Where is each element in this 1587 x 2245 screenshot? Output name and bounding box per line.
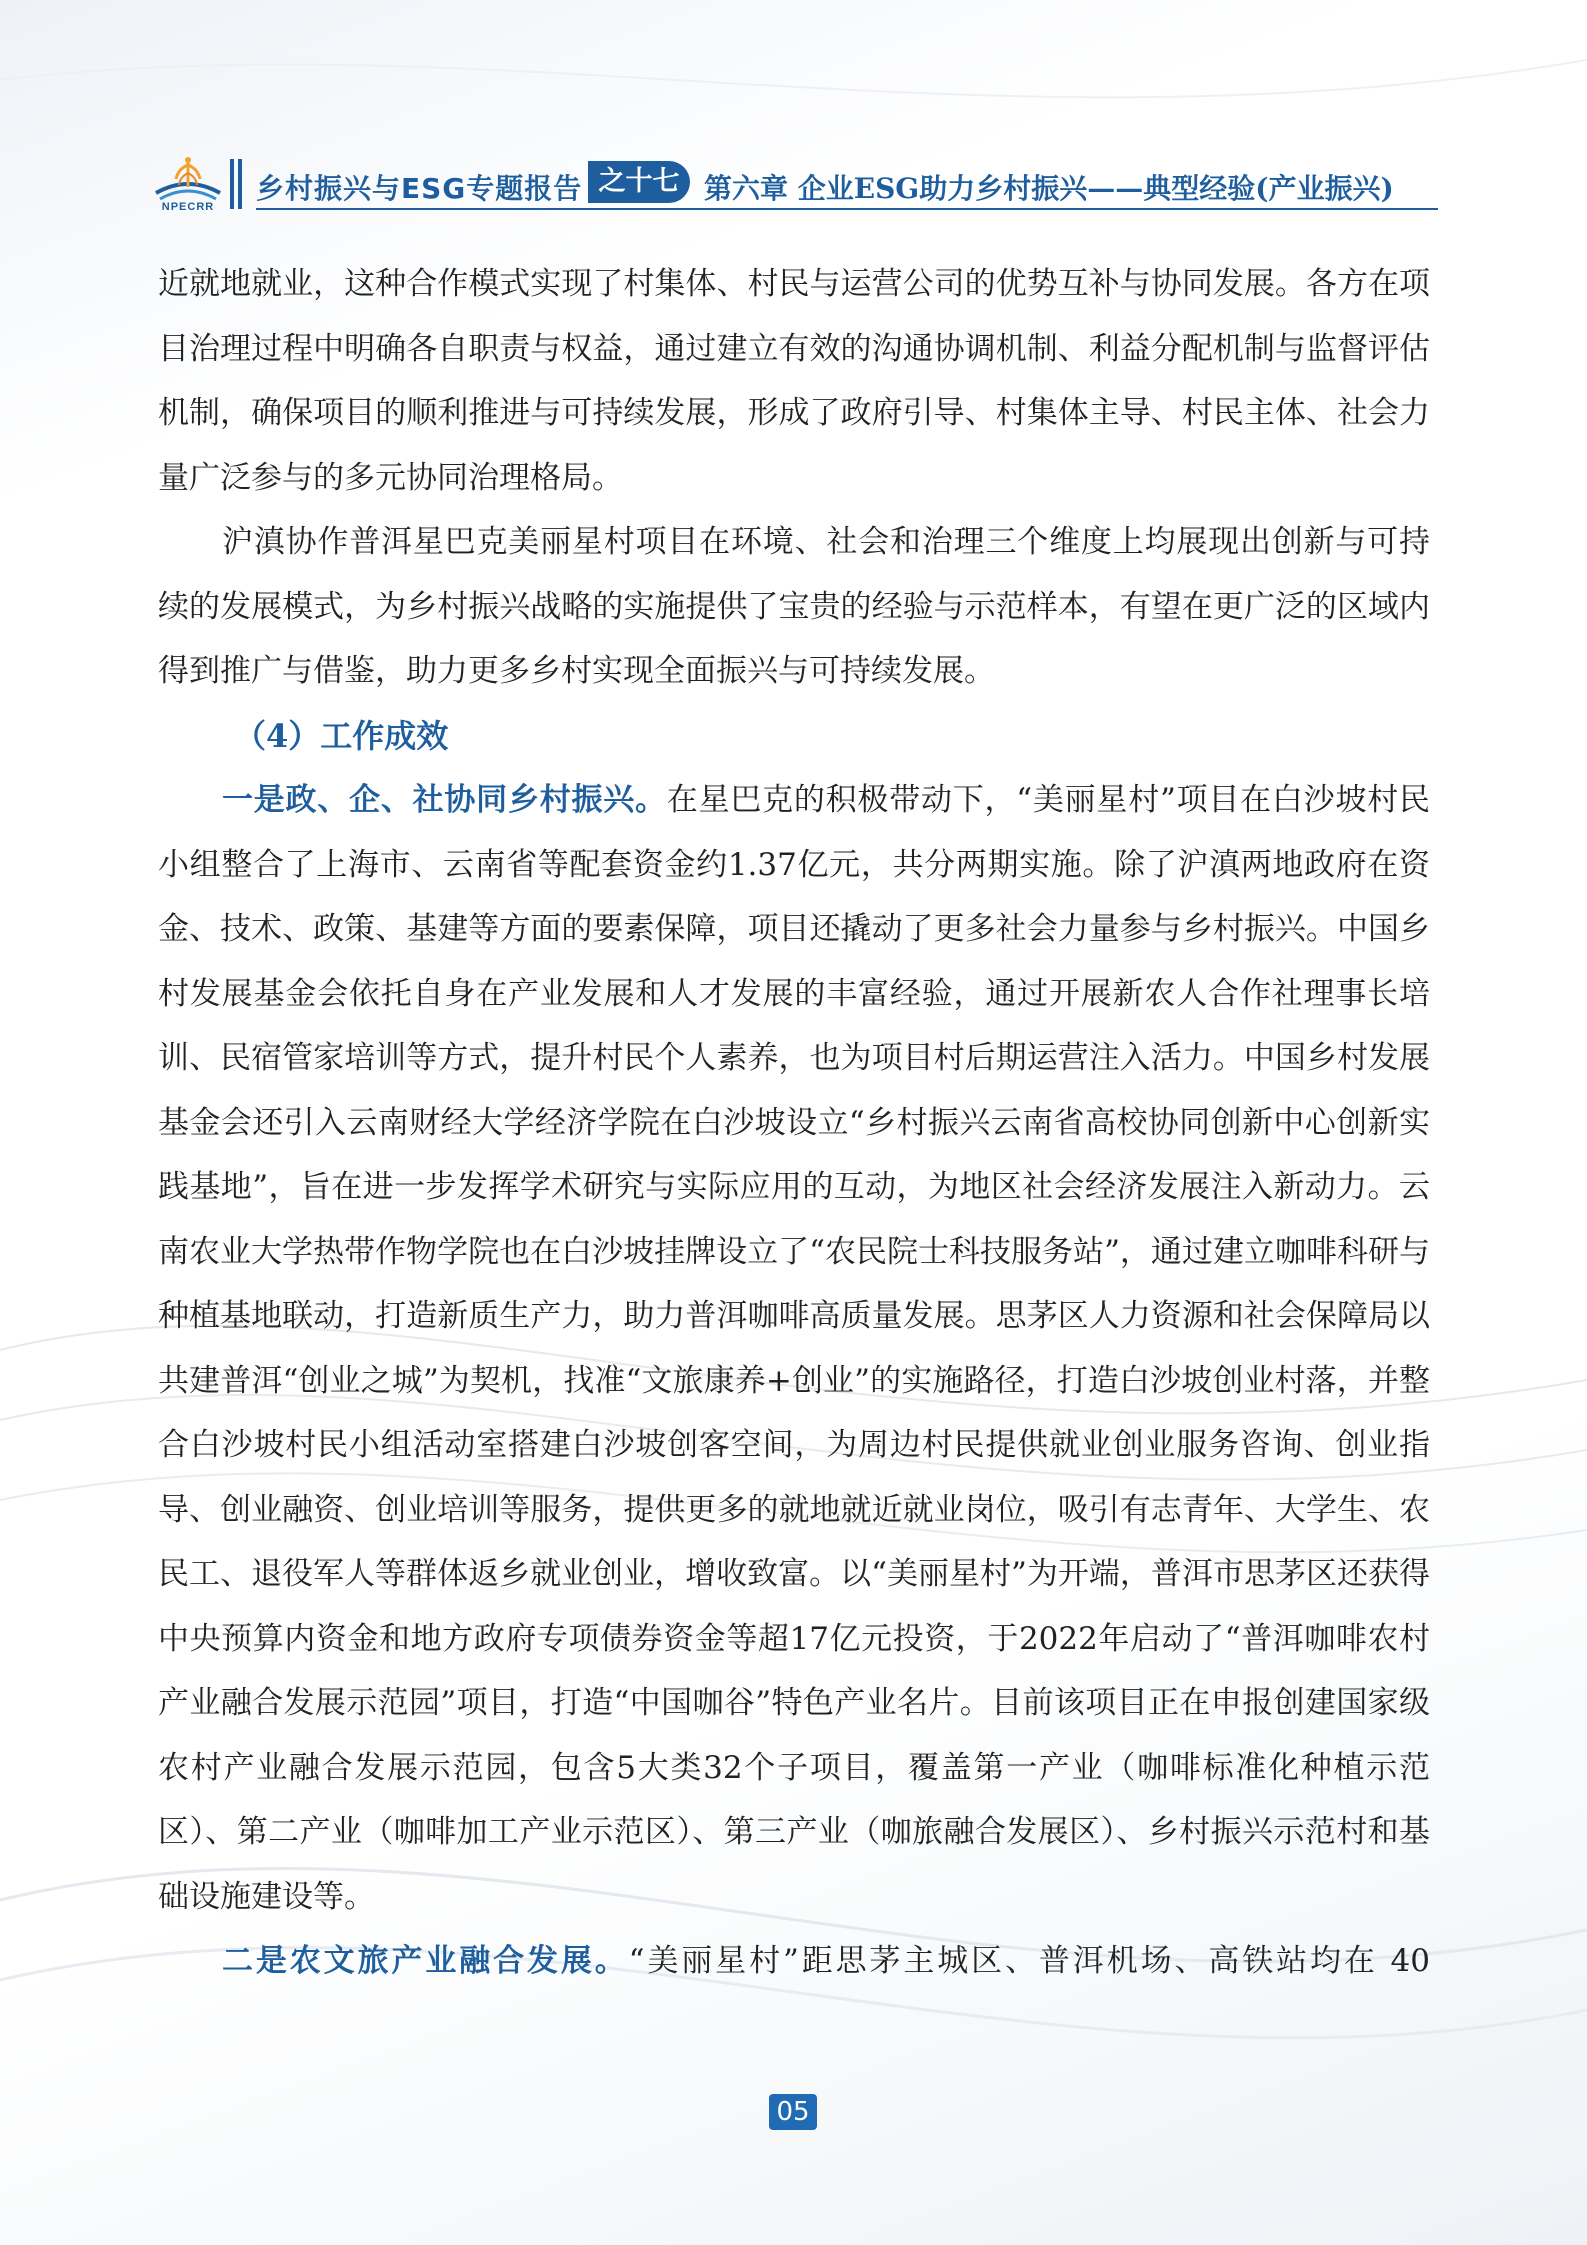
header-rule <box>256 208 1438 210</box>
page-number: 05 <box>769 2094 817 2130</box>
paragraph-3 <box>158 768 1430 1929</box>
logo-text: NPECRR <box>161 201 215 213</box>
paragraph-1: 近就地就业，这种合作模式实现了村集体、村民与运营公司的优势互补与协同发展。各方在项目治理过程中明确各自职责与权益，通过建立有效的沟通协调机制、利益分配机制与监督评估机制，确保项目的顺利推进与可持续发展，形成了政府引导、村集体主导、村民主体、社会力量广泛参与的多元协同治理格局。 <box>158 266 1430 496</box>
report-title: 乡村振兴与ESG专题报告 <box>256 172 583 205</box>
paragraph-2: 沪滇协作普洱星巴克美丽星村项目在环境、社会和治理三个维度上均展现出创新与可持续的发展模式，为乡村振兴战略的实施提供了宝贵的经验与示范样本，有望在更广泛的区域内得到推广与借鉴，助力更多乡村实现全面振兴与可持续发展。 <box>158 524 1430 689</box>
chapter-title: 第六章 企业ESG助力乡村振兴——典型经验(产业振兴) <box>704 172 1394 205</box>
series-badge: 之十七 <box>588 161 690 203</box>
header-divider-bars <box>230 159 244 209</box>
logo-emblem-icon <box>148 155 228 201</box>
paragraph-4 <box>158 1929 1430 1994</box>
paragraph-3-lead: 一是政、企、社协同乡村振兴。 <box>222 782 667 818</box>
paragraph-4-text: “美丽星村”距思茅主城区、普洱机场、高铁站均在 40 <box>628 1943 1430 1979</box>
page-header <box>148 155 1438 215</box>
paragraph-3-text: 在星巴克的积极带动下，“美丽星村”项目在白沙坡村民小组整合了上海市、云南省等配套资金约1.37亿元，共分两期实施。除了沪滇两地政府在资金、技术、政策、基建等方面的要素保障，项目还撬动了更多社会力量参与乡村振兴。中国乡村发展基金会依托自身在产业发展和人才发展的丰富经验，通过开展新农人合作社理事长培训、民宿管家培训等方式，提升村民个人素养，也为项目村后期运营注入活力。中国乡村发展基金会还引入云南财经大学经济学院在白沙坡设立“乡村振兴云南省高校协同创新中心创新实践基地”，旨在进一步发挥学术研究与实际应用的互动，为地区社会经济发展注入新动力。云南农业大学热带作物学院也在白沙坡挂牌设立了“农民院士科技服务站”，通过建立咖啡科研与种植基地联动，打造新质生产力，助力普洱咖啡高质量发展。思茅区人力资源和社会保障局以共建普洱“创业之城”为契机，找准“文旅康养+创业”的实施路径，打造白沙坡创业村落，并整合白沙坡村民小组活动室搭建白沙坡创客空间，为周边村民提供就业创业服务咨询、创业指导、创业融资、创业培训等服务，提供更多的就地就近就业岗位，吸引有志青年、大学生、农民工、退役军人等群体返乡就业创业，增收致富。以“美丽星村”为开端，普洱市思茅区还获得中央预算内资金和地方政府专项债券资金等超17亿元投资，于2022年启动了“普洱咖啡农村产业融合发展示范园”项目，打造“中国咖谷”特色产业名片。目前该项目正在申报创建国家级农村产业融合发展示范园，包含5大类32个子项目，覆盖第一产业（咖啡标准化种植示范区）、第二产业（咖啡加工产业示范区）、第三产业（咖旅融合发展区）、乡村振兴示范村和基础设施建设等。 <box>158 782 1430 1915</box>
section-heading: （4）工作成效 <box>234 716 449 755</box>
npecrr-logo <box>148 155 228 215</box>
paragraph-4-lead: 二是农文旅产业融合发展。 <box>222 1943 629 1979</box>
body-content <box>158 252 1430 1994</box>
